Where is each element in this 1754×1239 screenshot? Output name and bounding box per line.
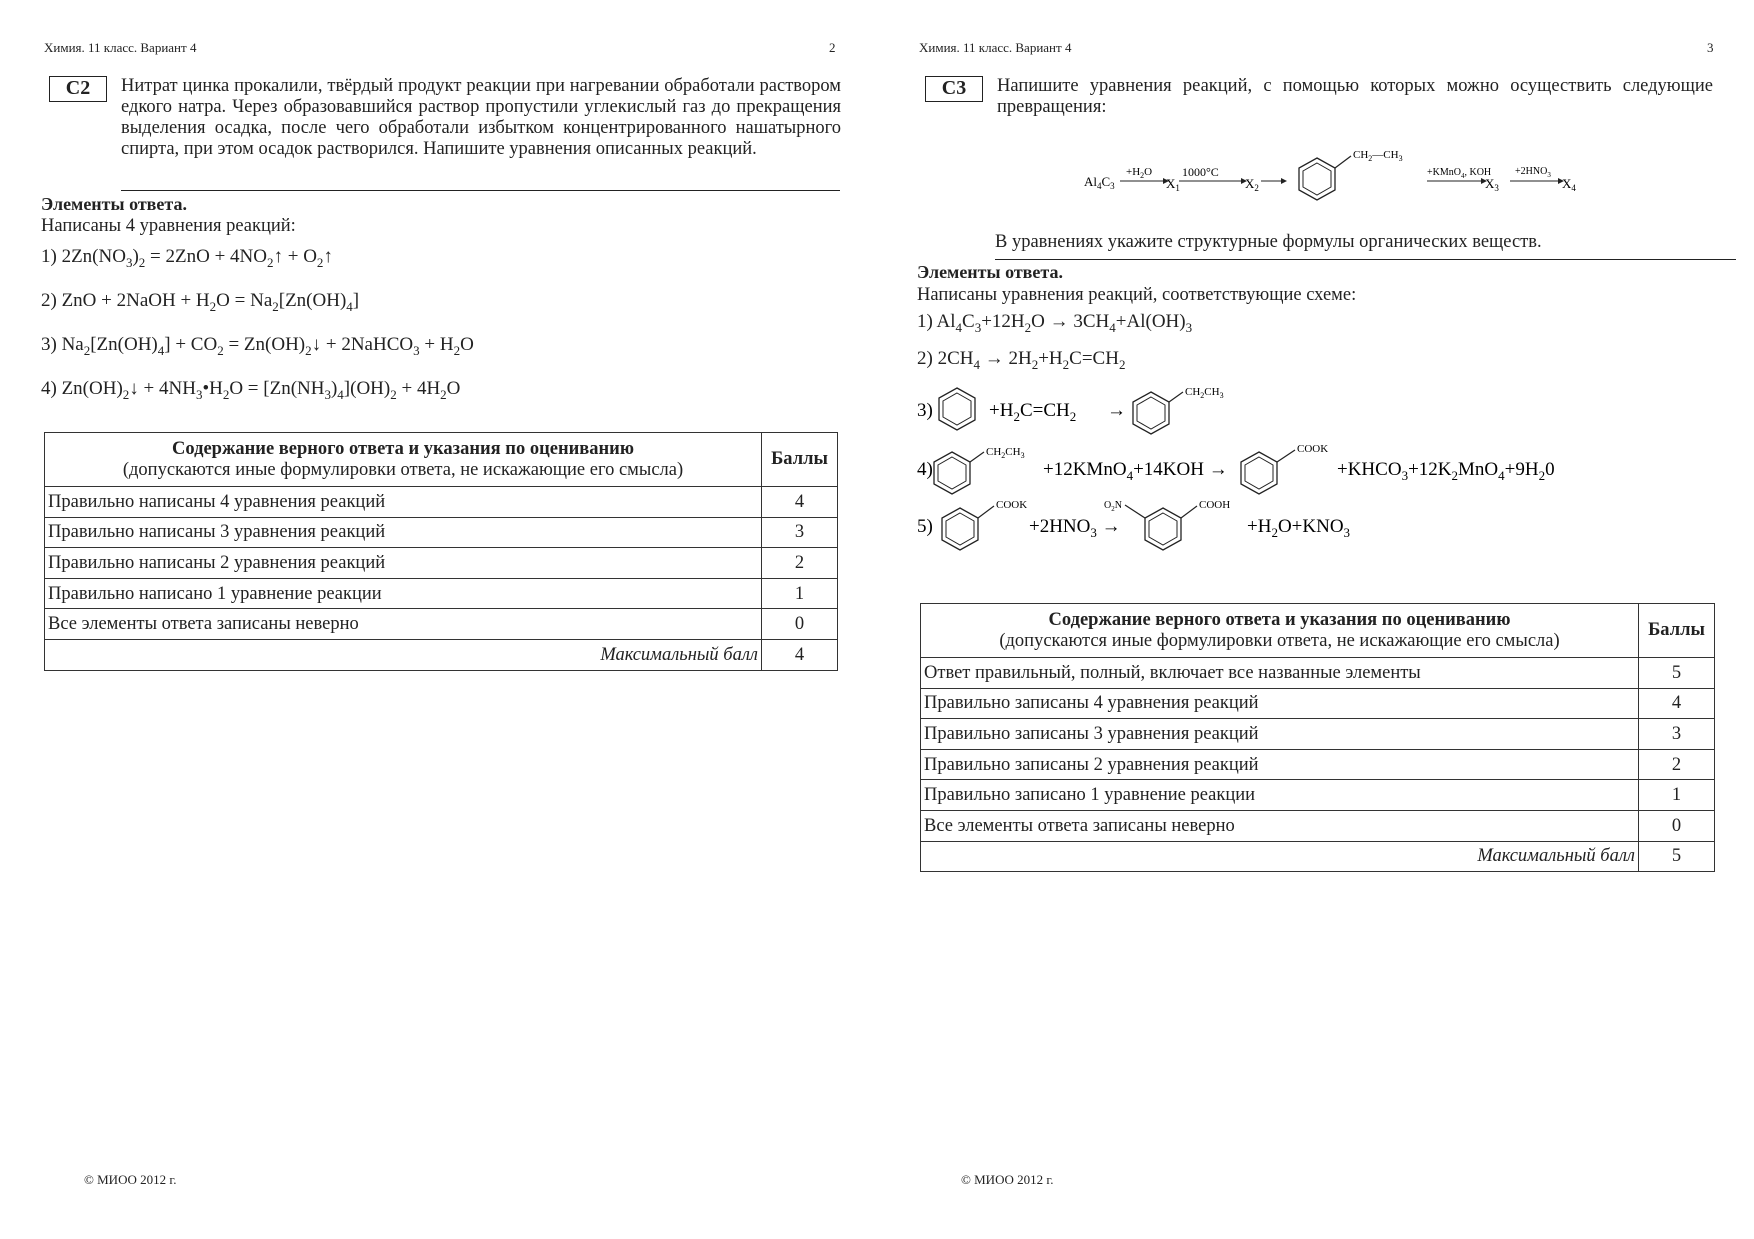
answer-intro: Написаны уравнения реакций, соответствующие схеме: xyxy=(917,285,1357,305)
svg-text:O2N: $O_2N$ xyxy=(1104,500,1122,513)
row-text: Правильно записано 1 уравнение реакции xyxy=(921,780,1639,811)
grading-table xyxy=(44,432,838,671)
scheme-x1: $X_1$ xyxy=(1166,176,1180,193)
benzene-ring-ethylbenzene xyxy=(1299,156,1351,200)
table-row xyxy=(45,578,838,609)
row-score: 2 xyxy=(762,548,838,579)
table-header-content xyxy=(921,604,1639,658)
max-label: Максимальный балл xyxy=(45,639,762,670)
equation-3: 3) $Na_2[Zn(OH)_4] + CO_2$ = $Zn(OH)_2↓$ + 2NaHCO$_3$ + $H_2O$ xyxy=(41,334,474,358)
page-number: 2 xyxy=(829,40,836,55)
task-label: C3 xyxy=(925,76,983,102)
row-score: 0 xyxy=(762,609,838,640)
copyright: © МИОО 2012 г. xyxy=(961,1172,1054,1187)
scheme-x2: $X_2$ xyxy=(1245,176,1259,193)
svg-text:COOK: COOK xyxy=(1297,443,1329,455)
row-text: Правильно написано 1 уравнение реакции xyxy=(45,578,762,609)
scheme-reagent-water: $+H_2O$ xyxy=(1126,166,1153,180)
svg-text:+KHCO3+12K2MnO4+9H20: $+KHCO_3+12K_2MnO_4+9H_20$ xyxy=(1337,459,1555,483)
svg-text:COOK: COOK xyxy=(996,499,1028,511)
table-row xyxy=(45,487,838,518)
task-underline xyxy=(121,190,840,191)
equation-4 xyxy=(917,438,1617,502)
scheme-reagent-temp: 1000°C xyxy=(1182,165,1219,179)
header-title: Химия. 11 класс. Вариант 4 xyxy=(919,40,1072,55)
table-row xyxy=(45,609,838,640)
table-header-main: Содержание верного ответа и указания по оцениванию xyxy=(172,438,634,459)
scheme-al4c3: $Al_4C_3$ xyxy=(1084,174,1115,191)
row-score: 4 xyxy=(762,487,838,518)
task-label: C2 xyxy=(49,76,107,102)
svg-text:+H2C=CH2: $+H_2C=CH_2$ xyxy=(989,400,1077,424)
table-header-score: Баллы xyxy=(1639,604,1715,658)
table-row xyxy=(45,548,838,579)
equation-1: 1) $Al_4C_3+12H_2O \to 3CH_4+Al(OH)_3$ xyxy=(917,311,1193,335)
equation-5 xyxy=(917,496,1437,560)
row-score: 0 xyxy=(1639,810,1715,841)
page-number: 3 xyxy=(1707,40,1714,55)
table-header-sub: (допускаются иные формулировки ответа, не искажающие его смысла) xyxy=(999,630,1560,651)
row-score: 3 xyxy=(1639,719,1715,750)
table-row xyxy=(921,810,1715,841)
answer-heading: Элементы ответа. xyxy=(917,262,1063,282)
scheme-reagent-kmno4: +KMnO$_4$, KOH xyxy=(1427,167,1492,180)
table-row xyxy=(921,719,1715,750)
header-title: Химия. 11 класс. Вариант 4 xyxy=(44,40,197,55)
table-max-row xyxy=(45,639,838,670)
table-header-row xyxy=(45,433,838,487)
row-text: Правильно записаны 4 уравнения реакций xyxy=(921,688,1639,719)
table-row xyxy=(921,780,1715,811)
row-text: Правильно записаны 2 уравнения реакций xyxy=(921,749,1639,780)
equation-2: 2) $2CH_4 \to 2H_2+H_2C=CH_2$ xyxy=(917,348,1126,372)
row-score: 5 xyxy=(1639,658,1715,689)
svg-text:+12KMnO4+14KOH →: +12KMnO$_4$+14KOH → xyxy=(1043,459,1228,483)
row-text: Правильно записаны 3 уравнения реакций xyxy=(921,719,1639,750)
svg-text:3): 3) xyxy=(917,400,933,421)
row-score: 1 xyxy=(1639,780,1715,811)
task-note: В уравнениях укажите структурные формулы органических веществ. xyxy=(995,232,1542,252)
copyright: © МИОО 2012 г. xyxy=(84,1172,177,1187)
table-header-sub: (допускаются иные формулировки ответа, не искажающие его смысла) xyxy=(122,459,684,480)
table-row xyxy=(921,658,1715,689)
task-text: Напишите уравнения реакций, с помощью которых можно осуществить следующие превращения: xyxy=(997,76,1713,117)
row-text: Все элементы ответа записаны неверно xyxy=(45,609,762,640)
equation-4: 4) $Zn(OH)_2↓$ + $4NH_3•H_2O = [Zn(NH_3)_4](OH)_2 + 4H_2O$ xyxy=(41,378,461,402)
equation-1: 1) $2Zn(NO_3)_2 = 2ZnO$ + $4NO_2↑$ + $O_2↑$ xyxy=(41,246,333,270)
svg-text:+2HNO3 →: $+2HNO_3$ → xyxy=(1029,516,1121,540)
table-row xyxy=(45,517,838,548)
row-text: Правильно написаны 4 уравнения реакций xyxy=(45,487,762,518)
table-header-row xyxy=(921,604,1715,658)
table-row xyxy=(921,688,1715,719)
row-score: 4 xyxy=(1639,688,1715,719)
answer-heading: Элементы ответа. xyxy=(41,194,187,214)
svg-text:→: → xyxy=(1107,400,1126,421)
svg-text:CH2CH3: $CH_2CH_3$ xyxy=(986,446,1025,460)
table-header-main: Содержание верного ответа и указания по оцениванию xyxy=(1048,609,1511,630)
task-text: Нитрат цинка прокалили, твёрдый продукт реакции при нагревании обработали раствором едкого натра. Через образовавшийся раствор пропустили углекислый газ до прекращения выделения осадка, после чего обработали избытком концентрированного нашатырного спирта, при этом осадок растворился. Напишите уравнения описанных реакций. xyxy=(121,76,841,159)
svg-text:CH2CH3: $CH_2CH_3$ xyxy=(1185,386,1224,400)
answer-intro: Написаны 4 уравнения реакций: xyxy=(41,216,296,236)
scheme-ethyl-label: $CH_2—CH_3$ xyxy=(1353,149,1403,163)
task-underline xyxy=(995,259,1736,260)
row-text: Все элементы ответа записаны неверно xyxy=(921,810,1639,841)
table-row xyxy=(921,749,1715,780)
row-text: Ответ правильный, полный, включает все названные элементы xyxy=(921,658,1639,689)
transformation-scheme xyxy=(877,140,1754,220)
grading-table xyxy=(920,603,1715,872)
max-score: 4 xyxy=(762,639,838,670)
svg-text:COOH: COOH xyxy=(1199,499,1231,511)
row-text: Правильно написаны 3 уравнения реакций xyxy=(45,517,762,548)
scheme-reagent-hno3: $+2HNO_3$ xyxy=(1515,166,1551,179)
table-header-content xyxy=(45,433,762,487)
svg-text:5): 5) xyxy=(917,516,933,537)
scheme-x3: $X_3$ xyxy=(1485,176,1499,193)
table-max-row xyxy=(921,841,1715,872)
equation-3 xyxy=(917,382,1317,440)
row-score: 1 xyxy=(762,578,838,609)
max-score: 5 xyxy=(1639,841,1715,872)
table-header-score: Баллы xyxy=(762,433,838,487)
right-page xyxy=(877,0,1754,1239)
svg-text:+H2O+KNO3: $+H_2O+KNO_3$ xyxy=(1247,516,1351,540)
row-score: 2 xyxy=(1639,749,1715,780)
row-score: 3 xyxy=(762,517,838,548)
svg-text:4): 4) xyxy=(917,459,933,480)
scheme-x4: $X_4$ xyxy=(1562,176,1576,193)
equation-2: 2) ZnO + 2NaOH + $H_2O = Na_2[Zn(OH)_4]$ xyxy=(41,290,360,314)
max-label: Максимальный балл xyxy=(921,841,1639,872)
row-text: Правильно написаны 2 уравнения реакций xyxy=(45,548,762,579)
